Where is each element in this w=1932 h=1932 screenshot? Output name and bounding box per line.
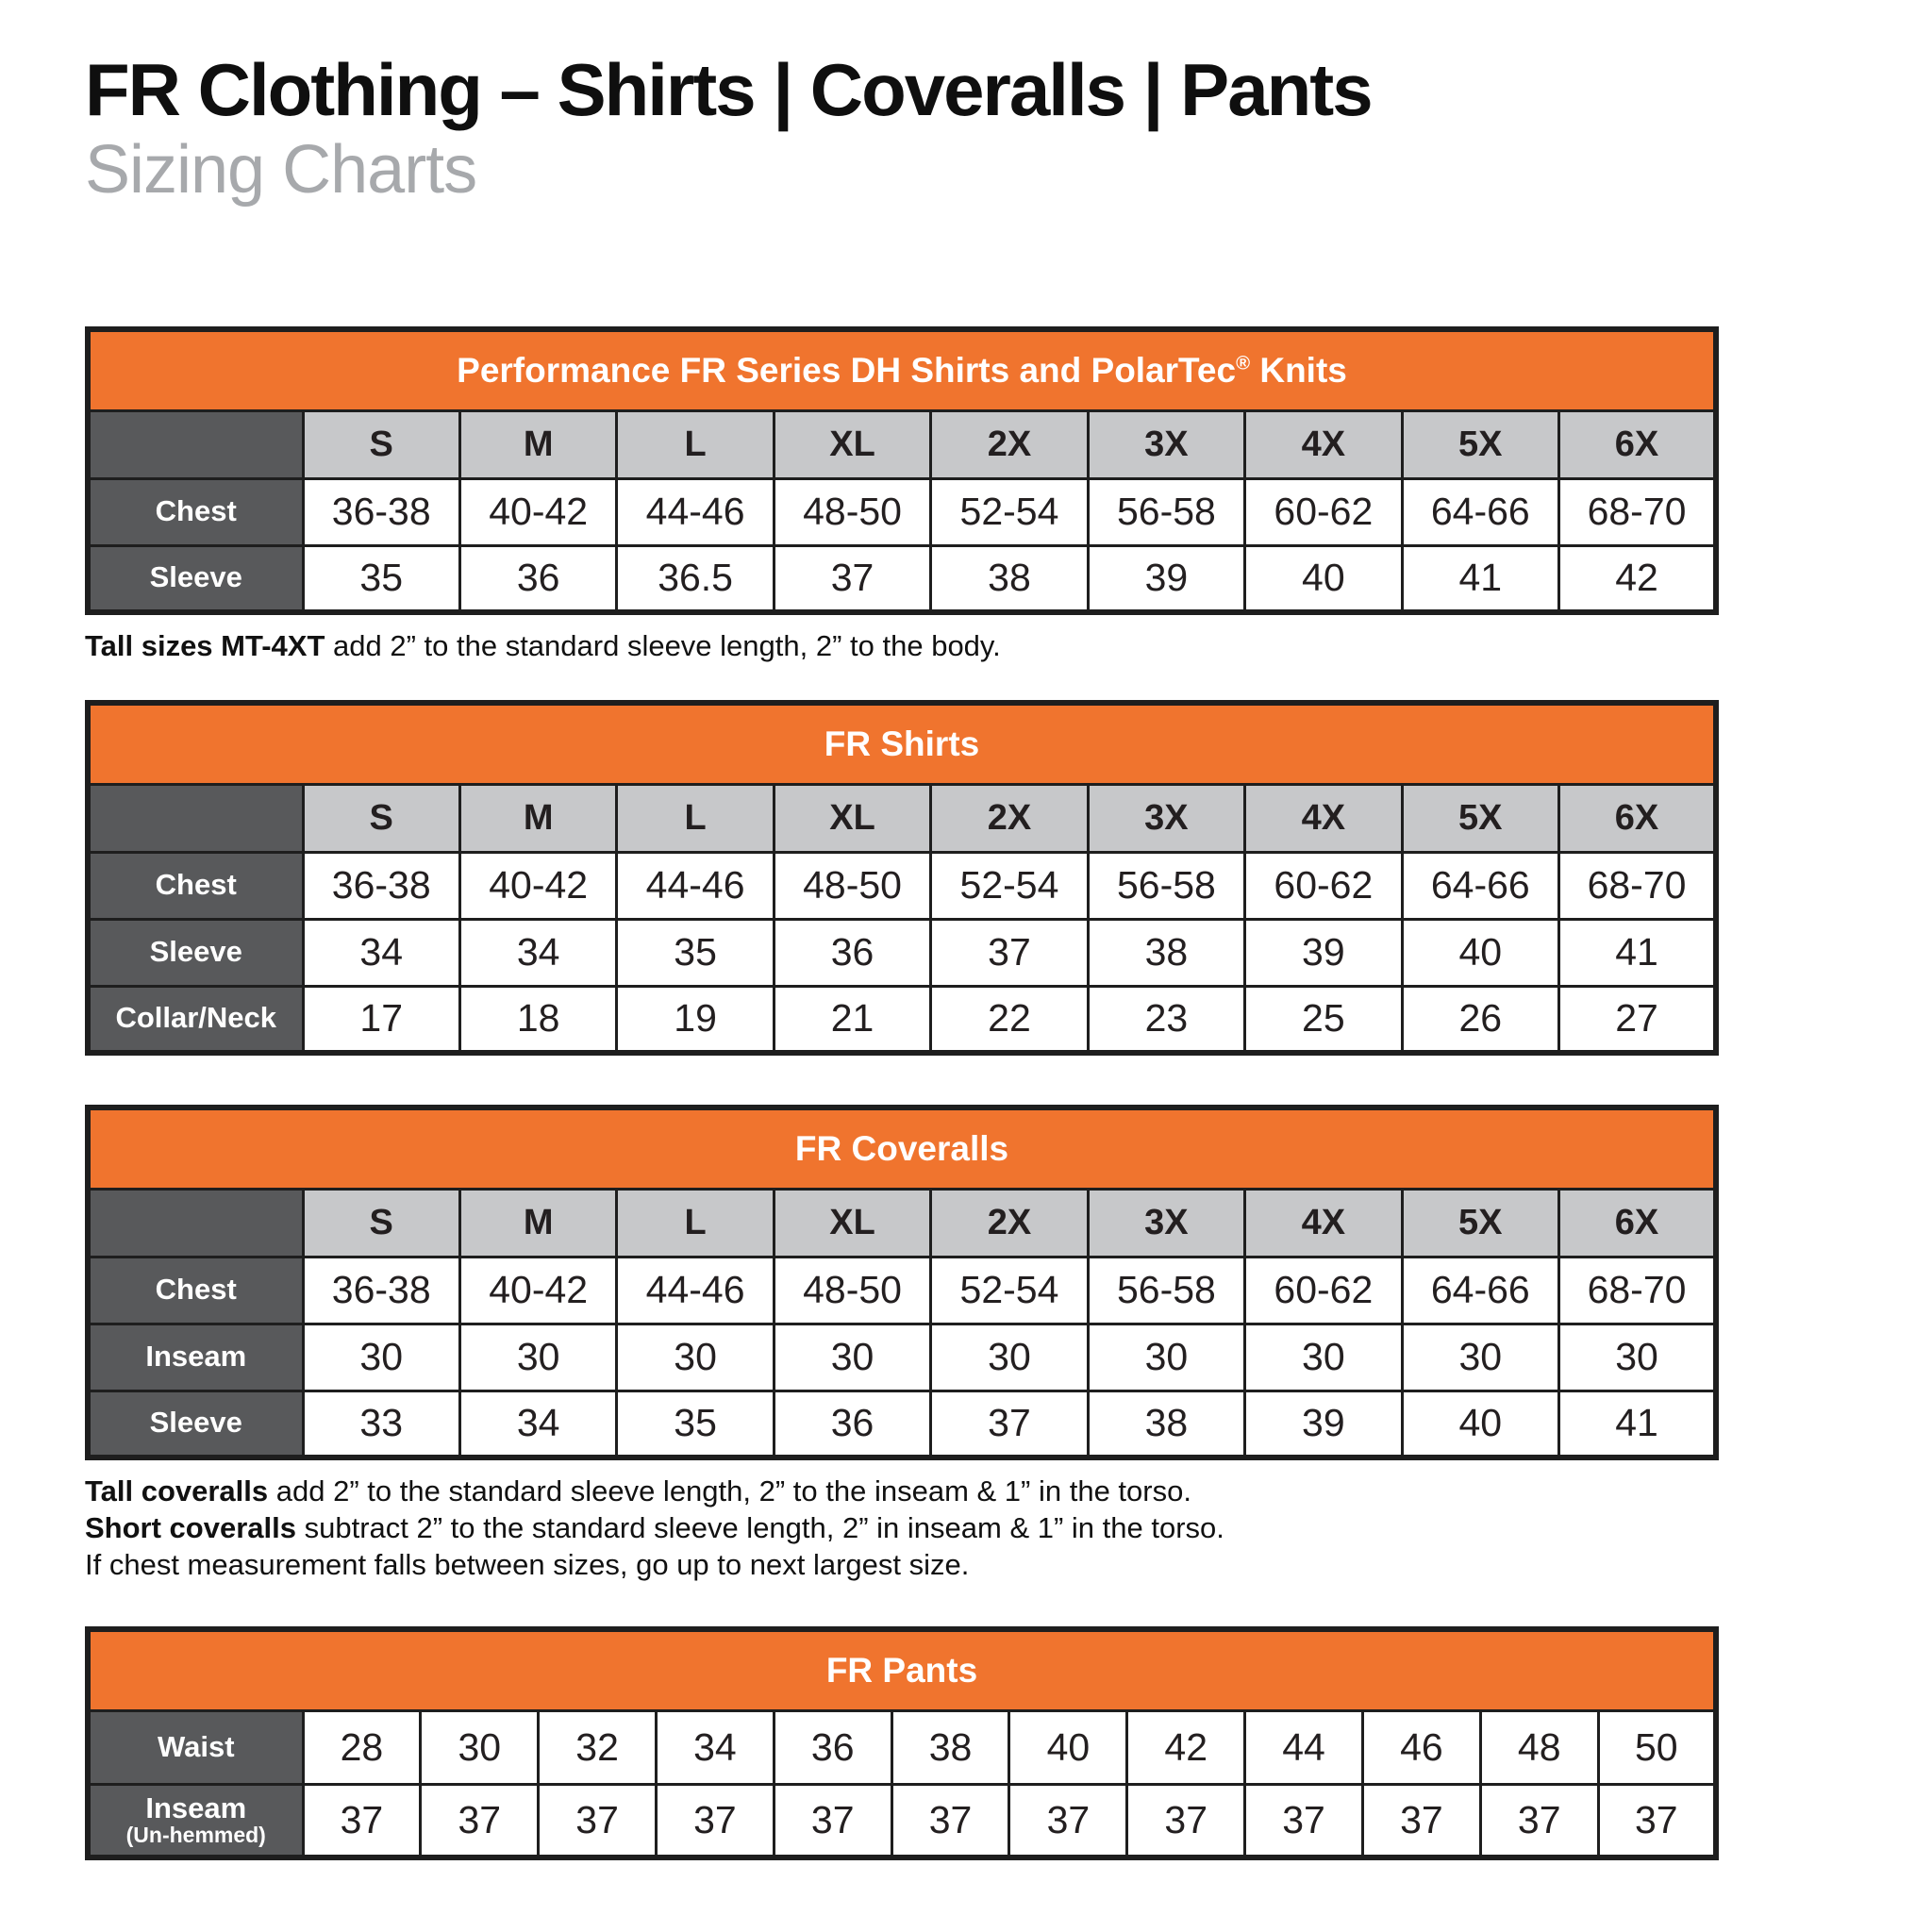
table-title: [88, 1629, 1716, 1710]
table-row: [88, 852, 1716, 919]
note-line: [85, 1509, 1719, 1546]
table-row: [88, 1710, 1716, 1784]
size-value-cell: 37: [1480, 1784, 1598, 1857]
table-notes: [85, 627, 1719, 664]
size-value-cell: 30: [617, 1324, 774, 1391]
size-value-cell: 36.5: [617, 545, 774, 612]
size-value-cell: 38: [891, 1710, 1009, 1784]
size-value-cell: 32: [539, 1710, 657, 1784]
size-value-cell: 39: [1245, 919, 1402, 986]
size-value-cell: 37: [774, 1784, 891, 1857]
row-label-text: Collar/Neck: [115, 1001, 277, 1035]
size-column-header: XL: [774, 410, 930, 478]
size-column-header: M: [459, 410, 616, 478]
size-value-cell: 40: [1009, 1710, 1127, 1784]
row-label: [88, 852, 303, 919]
size-column-header: S: [303, 784, 459, 852]
note-text: add 2” to the standard sleeve length, 2” to the inseam & 1” in the torso.: [268, 1474, 1191, 1507]
size-value-cell: 56-58: [1088, 852, 1244, 919]
size-value-cell: 64-66: [1402, 478, 1558, 545]
table-row: [88, 1391, 1716, 1457]
size-value-cell: 18: [459, 986, 616, 1053]
size-value-cell: 56-58: [1088, 1257, 1244, 1324]
size-value-cell: 37: [303, 1784, 421, 1857]
size-value-cell: 35: [617, 1391, 774, 1457]
note-line: [85, 1473, 1719, 1509]
size-value-cell: 41: [1559, 919, 1717, 986]
row-label: [88, 545, 303, 612]
size-column-header: XL: [774, 784, 930, 852]
size-header-row: [88, 784, 1716, 852]
table-row: [88, 478, 1716, 545]
table-title-row: [88, 329, 1716, 410]
table-title-row: [88, 703, 1716, 784]
size-value-cell: 48-50: [774, 1257, 930, 1324]
row-label: [88, 1257, 303, 1324]
corner-cell: [88, 1189, 303, 1257]
table-row: [88, 545, 1716, 612]
row-label: [88, 1710, 303, 1784]
size-value-cell: 46: [1362, 1710, 1480, 1784]
size-value-cell: 56-58: [1088, 478, 1244, 545]
size-column-header: 4X: [1245, 410, 1402, 478]
size-value-cell: 34: [303, 919, 459, 986]
size-value-cell: 44: [1245, 1710, 1363, 1784]
fr-coveralls-table: [85, 1105, 1719, 1460]
size-value-cell: 38: [1088, 1391, 1244, 1457]
size-value-cell: 40-42: [459, 1257, 616, 1324]
size-value-cell: 37: [1598, 1784, 1716, 1857]
size-value-cell: 42: [1127, 1710, 1245, 1784]
size-value-cell: 64-66: [1402, 1257, 1558, 1324]
size-value-cell: 35: [303, 545, 459, 612]
size-column-header: L: [617, 784, 774, 852]
table-row: [88, 1784, 1716, 1857]
size-value-cell: 37: [1009, 1784, 1127, 1857]
note-text: add 2” to the standard sleeve length, 2” to the body.: [325, 629, 1001, 662]
size-value-cell: 27: [1559, 986, 1717, 1053]
row-label-text: Inseam: [145, 1790, 247, 1824]
size-column-header: 2X: [931, 1189, 1088, 1257]
table-title-text: FR Pants: [825, 1650, 978, 1690]
table-section-fr-coveralls: [85, 1105, 1719, 1583]
size-column-header: 4X: [1245, 784, 1402, 852]
size-value-cell: 30: [1559, 1324, 1717, 1391]
size-value-cell: 26: [1402, 986, 1558, 1053]
size-value-cell: 40: [1402, 919, 1558, 986]
table-row: [88, 919, 1716, 986]
size-value-cell: 22: [931, 986, 1088, 1053]
size-value-cell: 52-54: [931, 478, 1088, 545]
size-value-cell: 30: [421, 1710, 539, 1784]
size-column-header: 2X: [931, 410, 1088, 478]
table-row: [88, 1257, 1716, 1324]
size-value-cell: 37: [931, 919, 1088, 986]
size-column-header: 5X: [1402, 784, 1558, 852]
table-section-fr-pants: [85, 1626, 1719, 1860]
size-value-cell: 50: [1598, 1710, 1716, 1784]
note-line: [85, 627, 1719, 664]
size-value-cell: 37: [539, 1784, 657, 1857]
size-value-cell: 44-46: [617, 1257, 774, 1324]
size-value-cell: 64-66: [1402, 852, 1558, 919]
size-value-cell: 34: [459, 919, 616, 986]
table-title-text: FR Shirts: [824, 724, 980, 763]
fr-shirts-table: [85, 700, 1719, 1056]
size-column-header: XL: [774, 1189, 930, 1257]
row-label: [88, 1784, 303, 1857]
row-label-subtext: (Un-hemmed): [125, 1823, 266, 1848]
size-value-cell: 17: [303, 986, 459, 1053]
size-value-cell: 23: [1088, 986, 1244, 1053]
size-value-cell: 38: [931, 545, 1088, 612]
row-label-text: Sleeve: [149, 1406, 242, 1440]
row-label-text: Sleeve: [149, 935, 242, 969]
size-value-cell: 68-70: [1559, 1257, 1717, 1324]
size-column-header: 2X: [931, 784, 1088, 852]
size-value-cell: 41: [1559, 1391, 1717, 1457]
size-value-cell: 39: [1088, 545, 1244, 612]
size-value-cell: 36: [774, 919, 930, 986]
table-title-text: Performance FR Series DH Shirts and PolarTec: [457, 350, 1237, 390]
size-value-cell: 37: [1362, 1784, 1480, 1857]
size-value-cell: 40-42: [459, 852, 616, 919]
size-value-cell: 60-62: [1245, 1257, 1402, 1324]
size-value-cell: 36: [774, 1710, 891, 1784]
row-label-text: Sleeve: [149, 560, 242, 594]
size-value-cell: 37: [1245, 1784, 1363, 1857]
size-value-cell: 36-38: [303, 852, 459, 919]
size-value-cell: 30: [459, 1324, 616, 1391]
size-value-cell: 44-46: [617, 852, 774, 919]
size-value-cell: 30: [1402, 1324, 1558, 1391]
size-value-cell: 39: [1245, 1391, 1402, 1457]
size-value-cell: 42: [1559, 545, 1717, 612]
row-label: [88, 478, 303, 545]
size-value-cell: 36: [774, 1391, 930, 1457]
tables-container: [85, 326, 1719, 1860]
size-column-header: 6X: [1559, 410, 1717, 478]
registered-trademark-symbol: ®: [1236, 353, 1251, 375]
size-column-header: L: [617, 1189, 774, 1257]
page-subtitle: Sizing Charts: [85, 132, 477, 208]
size-column-header: 3X: [1088, 410, 1244, 478]
size-value-cell: 41: [1402, 545, 1558, 612]
size-value-cell: 34: [459, 1391, 616, 1457]
size-value-cell: 30: [774, 1324, 930, 1391]
size-value-cell: 30: [1245, 1324, 1402, 1391]
size-value-cell: 60-62: [1245, 852, 1402, 919]
size-column-header: 3X: [1088, 784, 1244, 852]
size-column-header: M: [459, 784, 616, 852]
note-line: [85, 1546, 1719, 1583]
size-value-cell: 28: [303, 1710, 421, 1784]
note-lead: Tall coveralls: [85, 1474, 269, 1507]
size-column-header: M: [459, 1189, 616, 1257]
size-value-cell: 21: [774, 986, 930, 1053]
size-value-cell: 37: [1127, 1784, 1245, 1857]
size-column-header: 6X: [1559, 1189, 1717, 1257]
note-text: If chest measurement falls between sizes, go up to next largest size.: [85, 1548, 970, 1581]
size-value-cell: 36: [459, 545, 616, 612]
size-value-cell: 40-42: [459, 478, 616, 545]
size-column-header: S: [303, 1189, 459, 1257]
table-title: [88, 1108, 1716, 1189]
size-value-cell: 68-70: [1559, 478, 1717, 545]
table-title-text: FR Coveralls: [794, 1128, 1009, 1168]
size-value-cell: 37: [891, 1784, 1009, 1857]
size-value-cell: 48-50: [774, 852, 930, 919]
row-label-text: Chest: [155, 868, 237, 902]
size-value-cell: 40: [1245, 545, 1402, 612]
size-header-row: [88, 410, 1716, 478]
performance-knits-table: [85, 326, 1719, 615]
size-value-cell: 37: [931, 1391, 1088, 1457]
size-value-cell: 48: [1480, 1710, 1598, 1784]
size-header-row: [88, 1189, 1716, 1257]
note-lead: Tall sizes MT-4XT: [85, 629, 325, 662]
size-value-cell: 52-54: [931, 852, 1088, 919]
size-value-cell: 30: [303, 1324, 459, 1391]
size-column-header: 5X: [1402, 410, 1558, 478]
table-title-row: [88, 1629, 1716, 1710]
corner-cell: [88, 784, 303, 852]
size-value-cell: 30: [931, 1324, 1088, 1391]
page-header: [85, 48, 1719, 208]
size-column-header: 5X: [1402, 1189, 1558, 1257]
size-value-cell: 44-46: [617, 478, 774, 545]
page-title: FR Clothing – Shirts | Coveralls | Pants: [85, 48, 1372, 131]
row-label-text: Waist: [157, 1729, 235, 1763]
size-value-cell: 19: [617, 986, 774, 1053]
size-value-cell: 36-38: [303, 1257, 459, 1324]
table-section-fr-shirts: [85, 700, 1719, 1056]
size-value-cell: 52-54: [931, 1257, 1088, 1324]
table-row: [88, 986, 1716, 1053]
size-column-header: L: [617, 410, 774, 478]
table-title-row: [88, 1108, 1716, 1189]
table-row: [88, 1324, 1716, 1391]
size-value-cell: 37: [421, 1784, 539, 1857]
size-value-cell: 33: [303, 1391, 459, 1457]
table-title: [88, 329, 1716, 410]
row-label: [88, 919, 303, 986]
size-value-cell: 40: [1402, 1391, 1558, 1457]
corner-cell: [88, 410, 303, 478]
table-title-text-tail: Knits: [1250, 350, 1347, 390]
size-column-header: 6X: [1559, 784, 1717, 852]
row-label: [88, 986, 303, 1053]
size-value-cell: 37: [656, 1784, 774, 1857]
table-title: [88, 703, 1716, 784]
size-column-header: 4X: [1245, 1189, 1402, 1257]
table-section-performance-knits: [85, 326, 1719, 664]
size-value-cell: 35: [617, 919, 774, 986]
note-lead: Short coveralls: [85, 1511, 296, 1544]
fr-pants-table: [85, 1626, 1719, 1860]
size-value-cell: 68-70: [1559, 852, 1717, 919]
size-value-cell: 25: [1245, 986, 1402, 1053]
size-value-cell: 30: [1088, 1324, 1244, 1391]
row-label: [88, 1324, 303, 1391]
note-text: subtract 2” to the standard sleeve length, 2” in inseam & 1” in the torso.: [295, 1511, 1224, 1544]
size-value-cell: 34: [656, 1710, 774, 1784]
size-value-cell: 38: [1088, 919, 1244, 986]
size-value-cell: 37: [774, 545, 930, 612]
row-label-text: Chest: [155, 494, 237, 528]
table-notes: [85, 1473, 1719, 1583]
size-value-cell: 36-38: [303, 478, 459, 545]
size-column-header: 3X: [1088, 1189, 1244, 1257]
size-value-cell: 48-50: [774, 478, 930, 545]
row-label: [88, 1391, 303, 1457]
size-value-cell: 60-62: [1245, 478, 1402, 545]
size-column-header: S: [303, 410, 459, 478]
row-label-text: Chest: [155, 1273, 237, 1307]
row-label-text: Inseam: [145, 1340, 247, 1374]
